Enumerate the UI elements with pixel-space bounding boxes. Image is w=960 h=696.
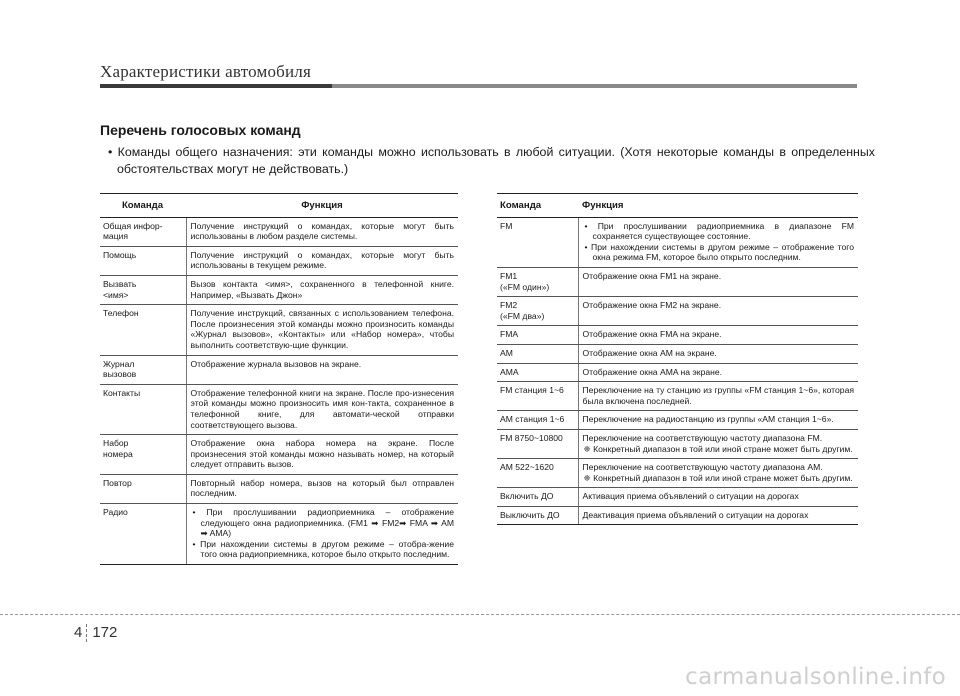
table-row <box>100 474 458 503</box>
table-row <box>497 429 858 458</box>
command-text: номера <box>103 448 133 459</box>
function-cell <box>578 267 858 296</box>
command-text: <имя> <box>103 289 129 300</box>
function-text: Отображение окна AM на экране. <box>582 347 717 358</box>
commands-table-left <box>100 193 458 565</box>
chapter-number: 4 <box>74 624 83 641</box>
function-cell <box>578 217 858 267</box>
function-text: Получение инструкций, связанных с использованием телефона. После произнесения этой команды можно произносить команды «Журнал вызовов», «Контакты» или «Набор номера», чтобы выполнить соответствую-щие функции. <box>190 308 454 350</box>
command-text: AMA <box>500 366 519 377</box>
command-text: Набор <box>103 438 129 449</box>
function-cell <box>186 504 458 565</box>
region-note: ❈ Конкретный диапазон в той или иной стране может быть другим. <box>583 472 853 483</box>
command-text: Выключить ДО <box>500 509 560 520</box>
command-cell <box>497 363 578 382</box>
table-row <box>497 506 858 525</box>
function-bullet: • При нахождении системы в другом режиме – отобра-жение того окна радиоприемника, которое было открыто последним. <box>192 538 454 560</box>
function-text: Отображение окна FM1 на экране. <box>582 270 722 281</box>
command-text: Помощь <box>103 249 137 260</box>
command-text: FM станция 1~6 <box>500 385 564 396</box>
function-cell <box>578 297 858 326</box>
command-text: («FM один») <box>500 281 550 292</box>
command-text: Радио <box>103 507 128 518</box>
command-cell <box>100 217 186 246</box>
watermark: carmanualsonline.info <box>685 664 946 690</box>
command-text: Телефон <box>103 308 139 319</box>
table-row <box>100 275 458 304</box>
table-row <box>497 459 858 488</box>
table-row <box>100 384 458 434</box>
table-row <box>497 326 858 345</box>
command-text: FM1 <box>500 270 518 281</box>
command-cell <box>497 344 578 363</box>
table-row <box>497 411 858 430</box>
command-cell <box>497 326 578 345</box>
function-text: Переключение на соответствующую частоту диапазона FM. <box>582 432 823 443</box>
function-cell <box>578 411 858 430</box>
command-text: мация <box>103 231 129 242</box>
function-cell <box>578 459 858 488</box>
table-row <box>497 297 858 326</box>
command-text: FM 8750~10800 <box>500 432 563 443</box>
command-text: FMA <box>500 329 519 340</box>
function-cell <box>578 344 858 363</box>
page-number-value: 172 <box>92 624 118 641</box>
table-row <box>100 305 458 355</box>
region-note: ❈ Конкретный диапазон в той или иной стране может быть другим. <box>583 443 853 454</box>
header-rule <box>100 84 857 88</box>
command-text: Повтор <box>103 477 132 488</box>
command-cell <box>100 435 186 475</box>
function-text: Повторный набор номера, вызов на который был отправлен последним. <box>190 477 454 499</box>
table-row <box>100 504 458 565</box>
command-text: AM станция 1~6 <box>500 414 565 425</box>
command-text: Контакты <box>103 387 141 398</box>
column-header-function: Функция <box>186 194 458 218</box>
function-cell <box>186 355 458 384</box>
command-cell <box>497 267 578 296</box>
command-cell <box>100 384 186 434</box>
table-row <box>497 217 858 267</box>
intro-paragraph: • Команды общего назначения: эти команды можно использовать в любой ситуации. (Хотя некоторые команды в определенных обстоятельствах могут не действовать.) <box>108 145 875 176</box>
command-cell <box>497 382 578 411</box>
command-cell <box>497 429 578 458</box>
command-cell <box>497 506 578 525</box>
command-cell <box>497 488 578 507</box>
section-title: Перечень голосовых команд <box>100 122 301 138</box>
command-cell <box>497 411 578 430</box>
command-text: Включить ДО <box>500 491 554 502</box>
command-text: AM 522~1620 <box>500 462 554 473</box>
function-text: Отображение журнала вызовов на экране. <box>190 358 362 369</box>
table-row <box>100 435 458 475</box>
command-cell <box>497 217 578 267</box>
table-row <box>497 382 858 411</box>
function-cell <box>578 382 858 411</box>
command-cell <box>497 297 578 326</box>
function-text: Получение инструкций о командах, которые могут быть использованы в текущем режиме. <box>190 249 454 271</box>
command-cell <box>100 355 186 384</box>
chapter-title: Характеристики автомобиля <box>100 62 311 81</box>
command-cell <box>497 459 578 488</box>
page-number <box>74 624 117 642</box>
function-text: Отображение окна набора номера на экране. После произнесения этой команды можно называть номер, на который следует отправить вызов. <box>190 438 454 470</box>
command-text: Журнал <box>103 358 135 369</box>
command-cell <box>100 474 186 503</box>
table-row <box>497 344 858 363</box>
commands-table-right <box>497 193 858 525</box>
function-cell <box>186 474 458 503</box>
function-text: Отображение окна FMA на экране. <box>582 329 722 340</box>
function-bullet: • При прослушивании радиоприемника в диапазоне FM сохраняется существующее состояние. <box>584 220 854 242</box>
command-text: вызовов <box>103 369 137 380</box>
function-text: Отображение телефонной книги на экране. После про-изнесения этой команды можно произносить имя кон-такта, сохраненное в телефонной книге, для автомати-ческой отправки соответствующего вызова. <box>190 387 454 430</box>
function-cell <box>578 326 858 345</box>
function-cell <box>186 305 458 355</box>
function-text: Переключение на радиостанцию из группы «AM станция 1~6». <box>582 414 834 425</box>
command-text: FM2 <box>500 300 518 311</box>
function-text: Отображение окна FM2 на экране. <box>582 300 722 311</box>
command-text: Вызвать <box>103 278 137 289</box>
function-text: Деактивация приема объявлений о ситуации на дорогах <box>582 509 809 520</box>
function-cell <box>186 435 458 475</box>
function-cell <box>578 363 858 382</box>
function-cell <box>578 506 858 525</box>
function-cell <box>578 429 858 458</box>
table-row <box>497 488 858 507</box>
command-text: FM <box>500 220 513 231</box>
function-text: Переключение на соответствующую частоту диапазона AM. <box>582 462 823 473</box>
function-cell <box>186 275 458 304</box>
function-cell <box>578 488 858 507</box>
column-header-command: Команда <box>100 194 186 218</box>
function-bullet: • При нахождении системы в другом режиме – отображение того окна режима FM, которое было открыто последним. <box>584 241 854 263</box>
command-text: («FM два») <box>500 310 545 321</box>
footer-rule <box>0 614 960 615</box>
function-text: Отображение окна AMA на экране. <box>582 366 723 377</box>
function-cell <box>186 384 458 434</box>
table-row <box>497 267 858 296</box>
table-row <box>100 246 458 275</box>
table-row <box>100 355 458 384</box>
command-text: AM <box>500 347 513 358</box>
command-text: Общая инфор- <box>103 220 163 231</box>
command-cell <box>100 275 186 304</box>
column-header-function: Функция <box>578 194 858 218</box>
command-cell <box>100 504 186 565</box>
function-text: Вызов контакта <имя>, сохраненного в телефонной книге. Например, «Вызвать Джон» <box>190 278 454 300</box>
table-row <box>497 363 858 382</box>
column-header-command: Команда <box>497 194 578 218</box>
command-cell <box>100 305 186 355</box>
function-text: Получение инструкций о командах, которые могут быть использованы в любом разделе системы. <box>190 220 454 242</box>
function-text: Активация приема объявлений о ситуации на дорогах <box>582 491 799 502</box>
table-row <box>100 217 458 246</box>
function-bullet: • При прослушивании радиоприемника – отображение следующего окна радиоприемника. (FM1 ➡ FM2➡ FMA ➡ AM ➡ AMA) <box>192 507 454 539</box>
command-cell <box>100 246 186 275</box>
function-cell <box>186 246 458 275</box>
function-text: Переключение на ту станцию из группы «FM станция 1~6», которая была включена последней. <box>582 385 854 406</box>
function-cell <box>186 217 458 246</box>
